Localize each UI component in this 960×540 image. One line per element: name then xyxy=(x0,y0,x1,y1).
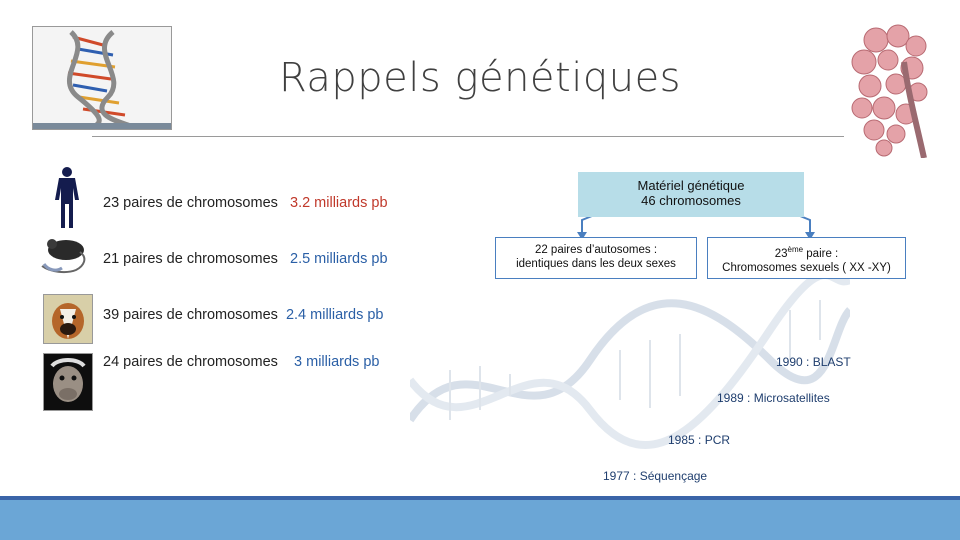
species-row-mouse xyxy=(103,251,388,267)
timeline-item-sequencing: 1977 : Séquençage xyxy=(603,469,708,483)
genome-size: 3.2 milliards pb xyxy=(290,195,388,211)
species-row-chimpanzee xyxy=(103,354,379,370)
chromosome-count: 24 paires de chromosomes xyxy=(103,354,278,370)
chromosome-count: 39 paires de chromosomes xyxy=(103,307,278,323)
dog-photo xyxy=(43,294,93,344)
genetic-material-title: Matériel génétique xyxy=(637,178,745,193)
autosomes-line2: identiques dans les deux sexes xyxy=(516,258,676,270)
timeline-item-microsatellites: 1989 : Microsatellites xyxy=(717,391,830,405)
genetic-material-box xyxy=(578,172,804,217)
genetic-material-subtitle: 46 chromosomes xyxy=(641,193,741,208)
page-title: Rappels génétiques xyxy=(278,55,682,101)
human-silhouette-icon xyxy=(52,166,82,230)
sex-chromosomes-line1: 23ème paire : xyxy=(774,245,839,260)
chromosome-count: 21 paires de chromosomes xyxy=(103,251,278,267)
genome-size: 3 milliards pb xyxy=(294,354,380,370)
chimpanzee-photo xyxy=(43,353,93,411)
autosomes-box xyxy=(495,237,697,279)
footer-bar xyxy=(0,500,960,540)
species-row-dog xyxy=(103,307,383,323)
timeline-item-blast: 1990 : BLAST xyxy=(776,355,851,369)
autosomes-line1: 22 paires d’autosomes : xyxy=(534,244,658,256)
sex-chromosomes-line2: Chromosomes sexuels ( XX -XY) xyxy=(722,261,891,274)
sex-chromosomes-box xyxy=(707,237,906,279)
genome-size: 2.5 milliards pb xyxy=(290,251,388,267)
cells-cluster-image xyxy=(846,22,930,158)
title-divider xyxy=(92,136,844,137)
species-row-human xyxy=(103,195,388,211)
genome-size: 2.4 milliards pb xyxy=(285,307,384,323)
mouse-icon xyxy=(36,236,92,276)
timeline-item-pcr: 1985 : PCR xyxy=(668,433,731,447)
chromosome-count: 23 paires de chromosomes xyxy=(103,195,278,211)
